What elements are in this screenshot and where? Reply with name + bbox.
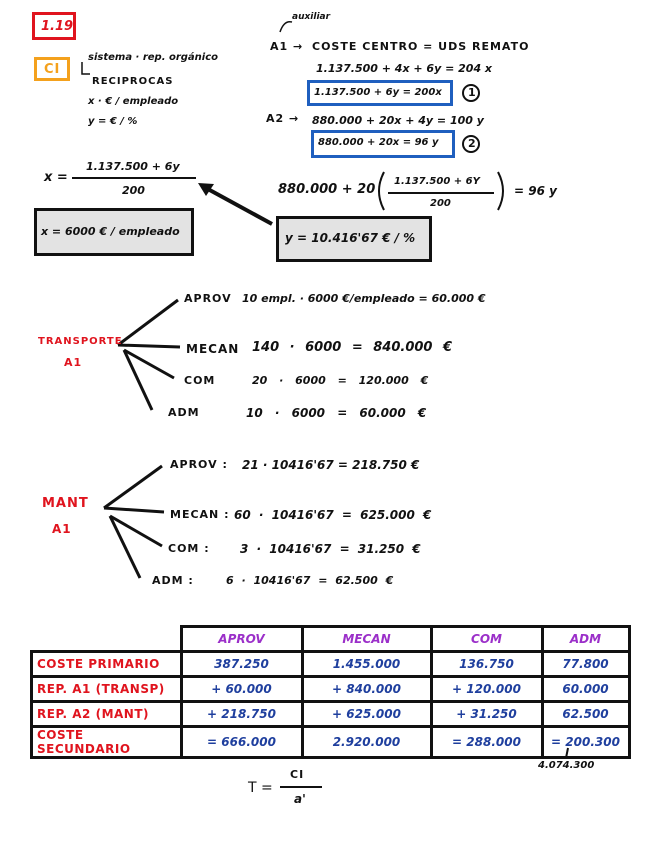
table-cell: 60.000 bbox=[542, 677, 629, 702]
table-corner bbox=[32, 627, 182, 652]
a2-label: A2 → bbox=[266, 112, 300, 125]
transporte-calc-com: 20 · 6000 = 120.000 € bbox=[252, 374, 429, 387]
transporte-calc-adm: 10 · 6000 = 60.000 € bbox=[246, 406, 427, 420]
transporte-dept-adm: ADM bbox=[168, 406, 200, 419]
table-cell: 387.250 bbox=[181, 652, 302, 677]
equation-1-number: 1 bbox=[468, 86, 476, 99]
table-cell: 77.800 bbox=[542, 652, 629, 677]
a1-label: A1 → bbox=[270, 40, 304, 53]
mant-calc-mecan: 60 · 10416'67 = 625.000 € bbox=[234, 508, 432, 522]
table-cell: + 120.000 bbox=[431, 677, 542, 702]
ci-label: CI bbox=[44, 62, 61, 77]
table-cell: + 60.000 bbox=[181, 677, 302, 702]
x-formula-numerator: 1.137.500 + 6y bbox=[86, 160, 180, 173]
substitution-prefix: 880.000 + 20 bbox=[278, 182, 376, 197]
table-cell: + 218.750 bbox=[181, 702, 302, 727]
exercise-number: 1.19 bbox=[41, 19, 74, 34]
mant-calc-com: 3 · 10416'67 = 31.250 € bbox=[240, 542, 421, 556]
equation-2-number: 2 bbox=[468, 137, 476, 150]
equation-2-marker bbox=[462, 135, 480, 153]
table-cell: 1.455.000 bbox=[302, 652, 431, 677]
table-cell: = 666.000 bbox=[181, 727, 302, 758]
table-cell: = 200.300 bbox=[542, 727, 629, 758]
table-cell: + 31.250 bbox=[431, 702, 542, 727]
table-cell: 2.920.000 bbox=[302, 727, 431, 758]
t-formula-numerator: CI bbox=[290, 768, 305, 781]
table-cell: 136.750 bbox=[431, 652, 542, 677]
row-label-coste-secundario: COSTE SECUNDARIO bbox=[32, 727, 182, 758]
table-row bbox=[32, 652, 630, 677]
x-formula-denominator: 200 bbox=[122, 184, 145, 197]
transporte-calc-aprov: 10 empl. · 6000 €/empleado = 60.000 € bbox=[242, 292, 486, 305]
a1-boxed-equation bbox=[307, 80, 453, 106]
a2-boxed-text: 880.000 + 20x = 96 y bbox=[318, 137, 439, 148]
x-result-text: x = 6000 € / empleado bbox=[41, 225, 180, 238]
transporte-label: TRANSPORTE bbox=[38, 336, 123, 347]
equation-1-marker bbox=[462, 84, 480, 102]
x-result-box bbox=[34, 208, 194, 256]
a2-equation: 880.000 + 20x + 4y = 100 y bbox=[312, 114, 484, 127]
note-auxiliar: auxiliar bbox=[292, 12, 331, 22]
row-label-coste-primario: COSTE PRIMARIO bbox=[32, 652, 182, 677]
table-row bbox=[32, 702, 630, 727]
note-y-def: y = € / % bbox=[88, 116, 138, 127]
col-header-mecan: MECAN bbox=[302, 627, 431, 652]
row-label-rep-a2: REP. A2 (MANT) bbox=[32, 702, 182, 727]
transporte-a1-label: A1 bbox=[64, 356, 83, 369]
cost-summary-table bbox=[30, 625, 631, 759]
mant-dept-adm: ADM : bbox=[152, 574, 194, 587]
exercise-number-box bbox=[32, 12, 76, 40]
a1-boxed-text: 1.137.500 + 6y = 200x bbox=[314, 87, 442, 98]
substitution-denominator: 200 bbox=[430, 198, 451, 209]
note-reciprocas: RECIPROCAS bbox=[92, 76, 174, 87]
ci-box bbox=[34, 57, 70, 81]
mant-dept-com: COM : bbox=[168, 542, 210, 555]
table-row bbox=[32, 677, 630, 702]
substitution-numerator: 1.137.500 + 6Y bbox=[394, 176, 480, 187]
row-label-rep-a1: REP. A1 (TRANSP) bbox=[32, 677, 182, 702]
table-total: 4.074.300 bbox=[538, 760, 595, 771]
a2-boxed-equation bbox=[311, 130, 455, 158]
col-header-com: COM bbox=[431, 627, 542, 652]
note-x-def: x · € / empleado bbox=[88, 96, 179, 107]
transporte-calc-mecan: 140 · 6000 = 840.000 € bbox=[252, 340, 453, 355]
transporte-dept-mecan: MECAN bbox=[186, 342, 240, 356]
table-row bbox=[32, 727, 630, 758]
mant-label: MANT bbox=[42, 496, 89, 511]
substitution-suffix: = 96 y bbox=[514, 184, 557, 198]
table-cell: + 625.000 bbox=[302, 702, 431, 727]
a1-equation: 1.137.500 + 4x + 6y = 204 x bbox=[316, 62, 493, 75]
table-cell: 62.500 bbox=[542, 702, 629, 727]
table-header-row bbox=[32, 627, 630, 652]
col-header-adm: ADM bbox=[542, 627, 629, 652]
transporte-dept-com: COM bbox=[184, 374, 216, 387]
mant-dept-mecan: MECAN : bbox=[170, 508, 230, 521]
mant-calc-aprov: 21 · 10416'67 = 218.750 € bbox=[242, 458, 420, 472]
mant-calc-adm: 6 · 10416'67 = 62.500 € bbox=[226, 574, 394, 587]
mant-dept-aprov: APROV : bbox=[170, 458, 228, 471]
t-formula-denominator: a' bbox=[294, 792, 306, 806]
table-cell: + 840.000 bbox=[302, 677, 431, 702]
mant-a1-label: A1 bbox=[52, 522, 72, 536]
transporte-dept-aprov: APROV bbox=[184, 292, 232, 305]
col-header-aprov: APROV bbox=[181, 627, 302, 652]
t-formula-lhs: T = bbox=[248, 780, 273, 796]
note-sistema: sistema · rep. orgánico bbox=[88, 52, 219, 63]
a1-text: COSTE CENTRO = UDS REMATO bbox=[312, 40, 530, 53]
table-cell: = 288.000 bbox=[431, 727, 542, 758]
y-result-text: y = 10.416'67 € / % bbox=[285, 231, 416, 245]
y-result-box bbox=[276, 216, 432, 262]
x-formula-lhs: x = bbox=[44, 170, 68, 185]
